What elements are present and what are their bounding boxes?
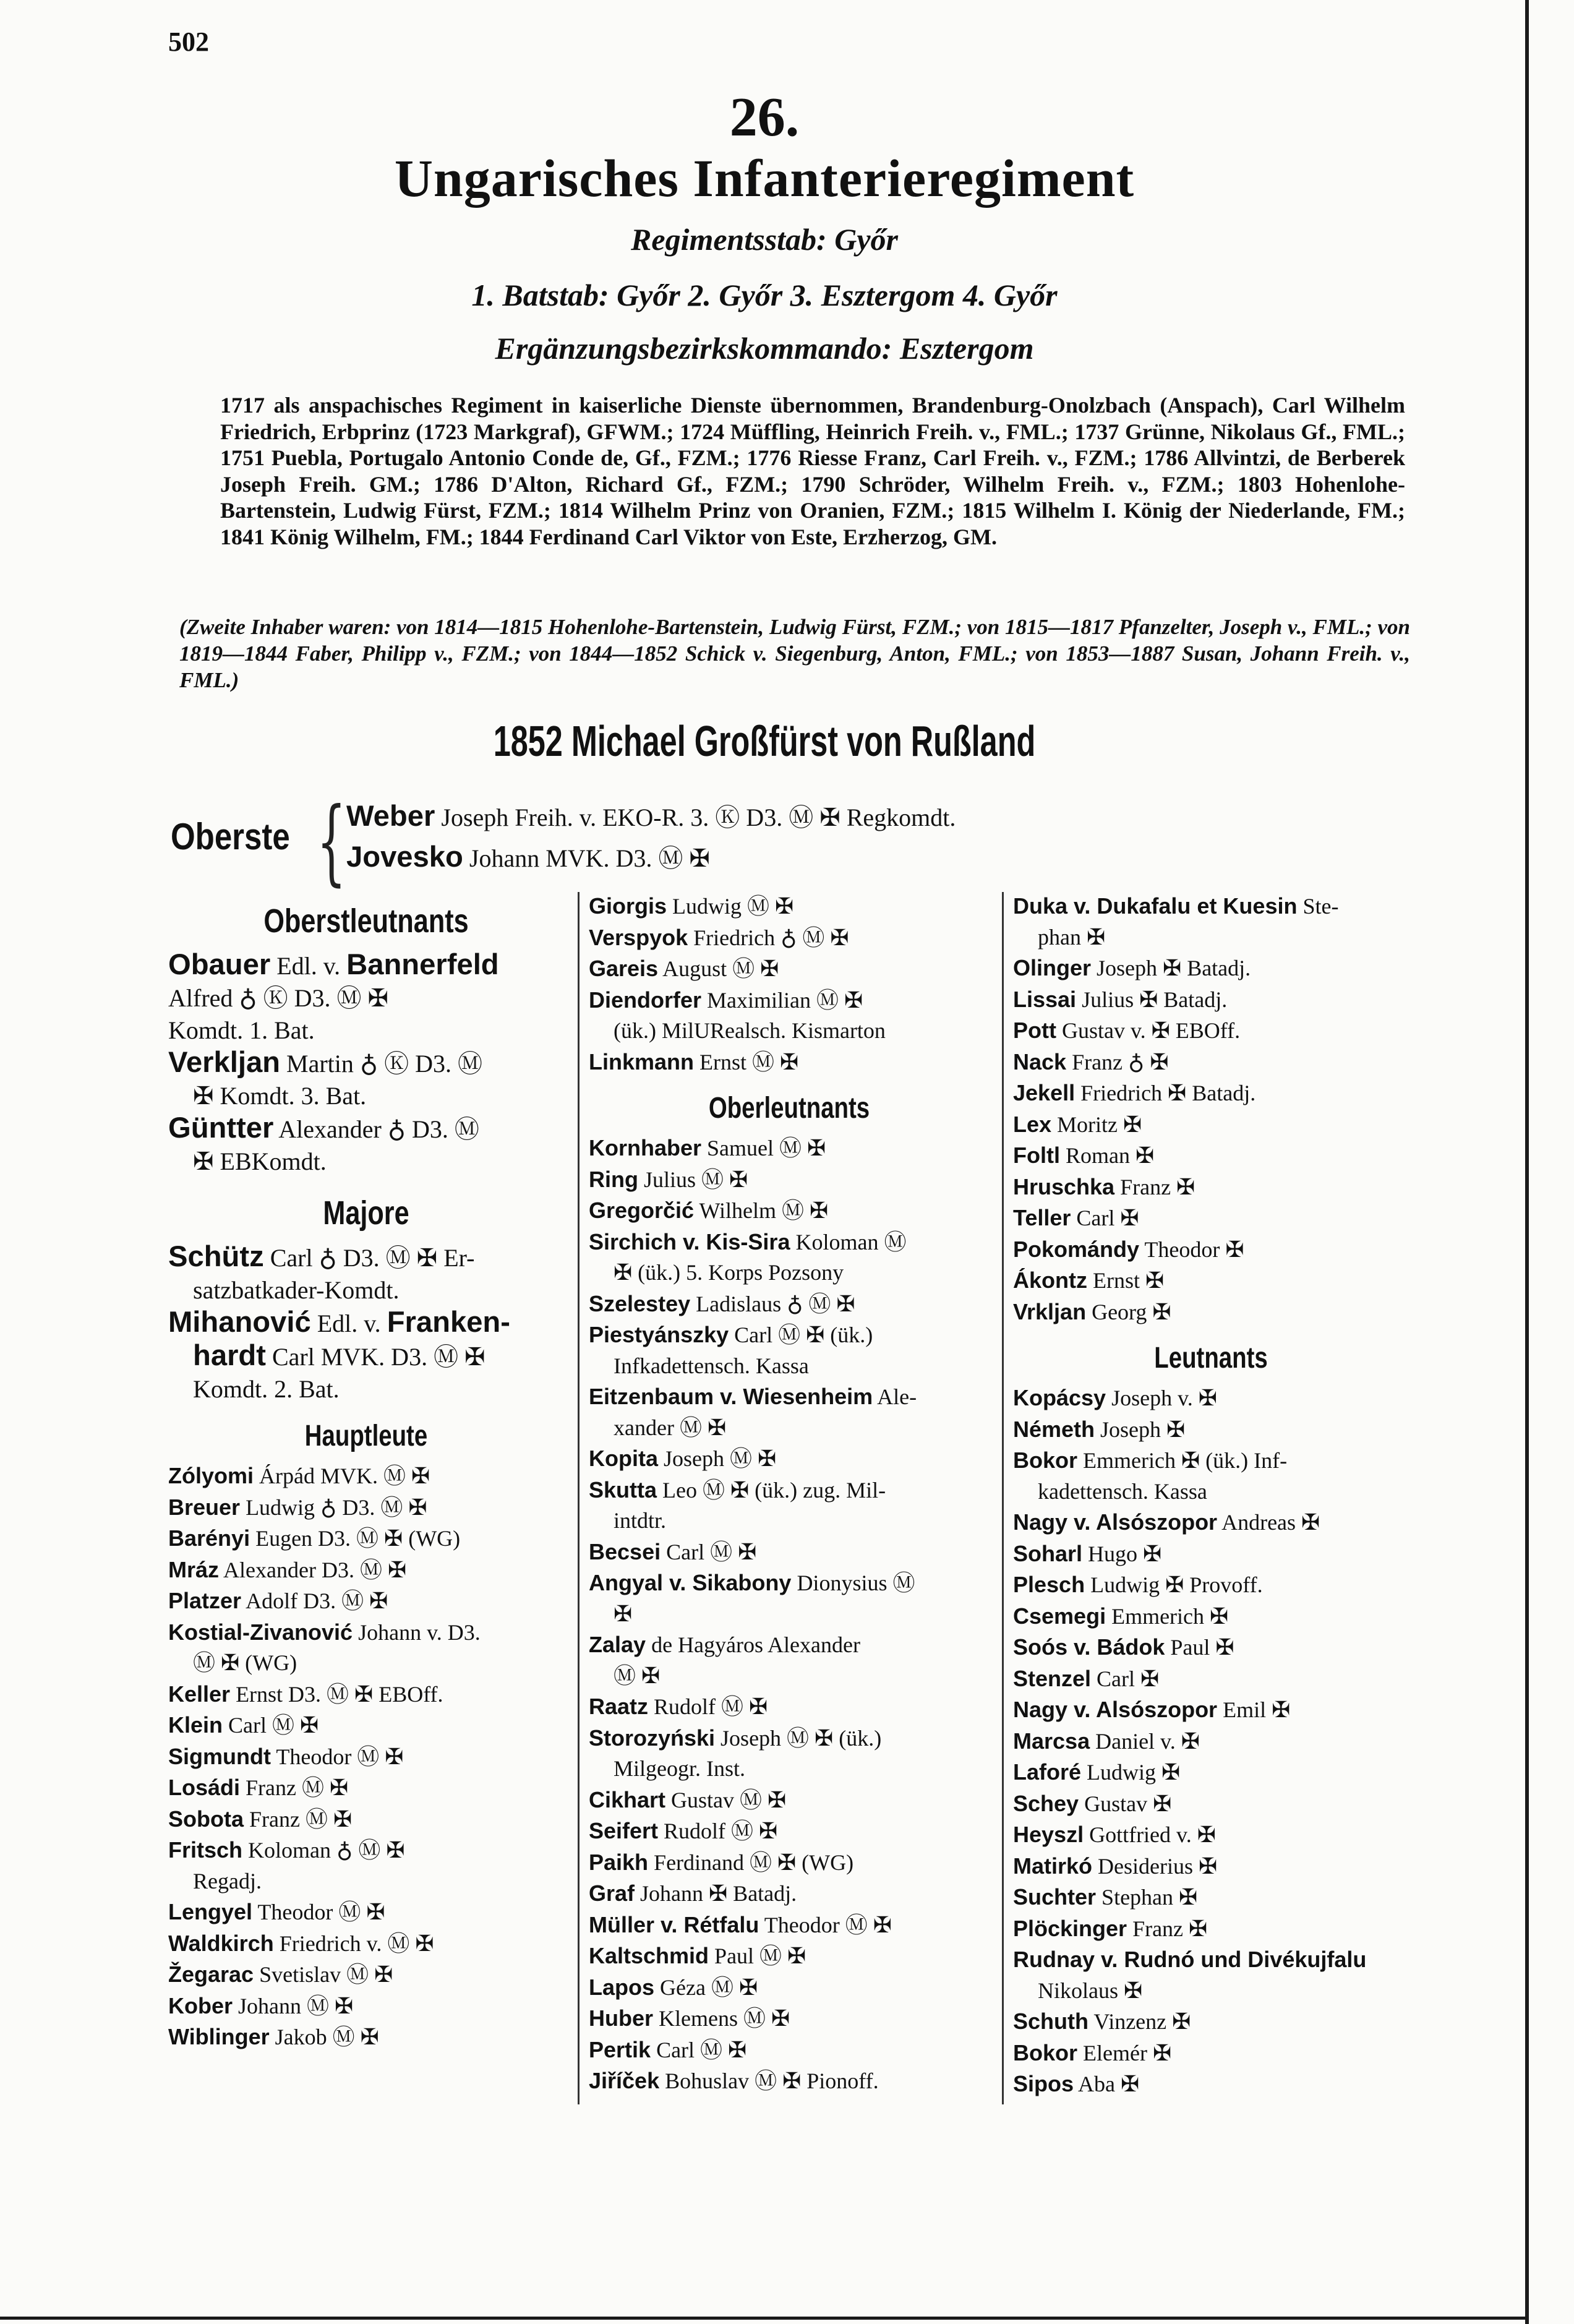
entry-text: Joseph v. ✠ (1111, 1386, 1217, 1410)
list-item: Mihanović Edl. v. Franken- (168, 1306, 510, 1339)
list-item-continuation: Milgeogr. Inst. (614, 1756, 745, 1781)
list-item (1013, 1851, 1409, 1882)
list-item (1013, 1819, 1409, 1851)
entry-name: Ákontz (1013, 1267, 1087, 1293)
entry-text: Moritz ✠ (1057, 1112, 1142, 1137)
owner-1852: 1852 Michael Großfürst von Rußland (493, 717, 1036, 765)
entry-name: Müller v. Rétfalu (589, 1911, 759, 1937)
entry-text: Aba ✠ (1078, 2072, 1140, 2096)
entry-name: Zalay (589, 1632, 646, 1657)
list-item: Obauer Edl. v. Bannerfeld (168, 948, 499, 981)
entry-text: Roman ✠ (1065, 1143, 1155, 1168)
list-item (589, 1972, 990, 2004)
entry-name: Heyszl (1013, 1822, 1084, 1847)
entry-name: Plöckinger (1013, 1915, 1127, 1941)
list-item (589, 1319, 990, 1351)
list-item: Schütz Carl ♁ D3. Ⓜ ✠ Er- (168, 1240, 475, 1273)
list-item (589, 1878, 990, 1910)
list-item-continuation: ✠ EBKomdt. (193, 1147, 327, 1175)
hauptleute-continued-list (589, 891, 990, 1078)
entry-name: Ring (589, 1166, 638, 1192)
list-item-continuation: Ⓜ ✠ (WG) (193, 1650, 297, 1675)
entry-name: Gregorčić (589, 1198, 695, 1223)
entry-name: Olinger (1013, 955, 1092, 980)
entry-text: Julius ✠ Batadj. (1082, 987, 1228, 1012)
entry-text: Theodor ✠ (1144, 1237, 1244, 1262)
entry-name: Nack (1013, 1048, 1067, 1074)
entry-name: Keller (168, 1681, 231, 1707)
entry-text: Emmerich ✠ (1111, 1603, 1229, 1629)
list-item (589, 891, 990, 922)
entry-text: Paul Ⓜ ✠ (714, 1944, 806, 1968)
list-item (1013, 1663, 1409, 1695)
entry-name: Jekell (1013, 1080, 1076, 1105)
entry-name: Skutta (589, 1477, 657, 1503)
entry-name: Breuer (168, 1494, 241, 1520)
regiment-number: 26. (729, 87, 800, 148)
entry-text: Koloman Ⓜ (795, 1229, 907, 1254)
entry-text: Eugen D3. Ⓜ ✠ (WG) (255, 1526, 461, 1551)
entry-name: Lapos (589, 1974, 655, 2000)
entry-name: Hruschka (1013, 1173, 1115, 1199)
list-item (1013, 1015, 1409, 1047)
entry-name: Sirchich v. Kis-Sira (589, 1228, 790, 1254)
entry-name: Pertik (589, 2036, 651, 2062)
list-item-continuation: ✠ (ük.) 5. Korps Pozsony (614, 1260, 844, 1285)
list-item-continuation: Infkadettensch. Kassa (614, 1353, 809, 1378)
list-item (589, 922, 990, 954)
regiment-history: 1717 als anspachisches Regiment in kaiserliche Dienste übernommen, Brandenburg-Onolzbach (Anspach), Carl Wilhelm Friedrich, Erbprinz (1723 Markgraf), GFWM.; 1724 Müffling, Heinrich Freih. v., FML.; 1737 Grünne, Nikolaus Gf., FML.; 1751 Puebla, Portugalo Antonio Conde de, Gf., FZM.; 1776 Riesse Franz, Carl Freih. v., FZM.; 1786 Allvintzi, de Berberek Joseph Freih. GM.; 1786 D'Alton, Richard Gf., FZM.; 1790 Schröder, Wilhelm Freih. v., FZM.; 1803 Hohenlohe-Bartenstein, Ludwig Fürst, FZM.; 1814 Wilhelm Prinz von Oranien, FZM.; 1815 Wilhelm I. König der Niederlande, FM.; 1841 König Wilhelm, FM.; 1844 Ferdinand Carl Viktor von Este, Erzherzog, GM. (220, 393, 1405, 549)
entry-text: Friedrich ♁ Ⓜ ✠ (693, 925, 849, 950)
list-item (589, 1816, 990, 1847)
list-item (589, 1847, 990, 1879)
entry-name: Giorgis (589, 893, 667, 919)
entry-text: Géza Ⓜ ✠ (660, 1975, 758, 2000)
entry-name: Waldkirch (168, 1930, 274, 1956)
list-item-continuation: xander Ⓜ ✠ (614, 1415, 727, 1440)
list-item (589, 1629, 990, 1661)
entry-name: Jiříček (589, 2068, 660, 2093)
column-1 (168, 891, 564, 2053)
entry-name: Verspyok (589, 924, 688, 950)
list-item (168, 1523, 564, 1554)
list-item (1013, 1234, 1409, 1266)
entry-name: Storozyński (589, 1725, 716, 1751)
entry-text: de Hagyáros Alexander (651, 1632, 860, 1657)
list-item-continuation: (ük.) MilURealsch. Kismarton (614, 1018, 886, 1043)
entry-name: Vrkljan (1013, 1298, 1087, 1324)
oberleutnants-list (589, 1133, 990, 2097)
list-item (1013, 2069, 1409, 2100)
section-title: Leutnants (1154, 1342, 1268, 1374)
entry-text: Svetislav Ⓜ ✠ (259, 1962, 393, 1987)
entry-text: Georg ✠ (1092, 1299, 1171, 1324)
list-item-continuation: hardt Carl MVK. D3. Ⓜ ✠ (193, 1339, 485, 1372)
list-item (589, 1723, 990, 1754)
list-item (1013, 984, 1409, 1016)
entry-text: Johann v. D3. (358, 1619, 481, 1645)
entry-text: Carl Ⓜ ✠ (228, 1713, 319, 1738)
list-item-continuation: Komdt. 2. Bat. (193, 1375, 340, 1403)
entry-text: Carl Ⓜ ✠ (656, 2037, 747, 2062)
entry-text: Stephan ✠ (1101, 1885, 1198, 1910)
list-item (589, 1227, 990, 1258)
entry-text: Gustav v. ✠ EBOff. (1061, 1018, 1241, 1043)
entry-text: Samuel Ⓜ ✠ (707, 1136, 826, 1160)
list-item (168, 1959, 564, 1991)
list-item (589, 1537, 990, 1568)
entry-text: Joseph ✠ Batadj. (1097, 956, 1251, 980)
entry-name: Huber (589, 2005, 654, 2031)
list-item (168, 1991, 564, 2022)
list-item (168, 1928, 564, 1960)
list-item (168, 1804, 564, 1835)
entry-name: Kornhaber (589, 1135, 702, 1160)
section-title: Majore (323, 1194, 409, 1232)
entry-text: Carl Ⓜ ✠ (666, 1539, 757, 1564)
list-item-continuation: satzbatkader-Komdt. (193, 1276, 400, 1304)
list-item (1013, 1383, 1409, 1414)
entry-text: Vinzenz ✠ (1093, 2009, 1191, 2034)
regiment-title: Ungarisches Infanterieregiment (394, 148, 1135, 208)
entry-name: Teller (1013, 1205, 1071, 1230)
list-item (589, 1443, 990, 1475)
list-item (589, 1910, 990, 1941)
entry-name: Mráz (168, 1556, 220, 1582)
entry-text: Wilhelm Ⓜ ✠ (699, 1198, 829, 1223)
entry-name: Raatz (589, 1694, 649, 1719)
list-item (168, 1460, 564, 1492)
entry-name: Kostial-Zivanović (168, 1619, 353, 1645)
oberst-entry: Jovesko Johann MVK. D3. Ⓜ ✠ (346, 841, 710, 873)
entry-text: Alexander D3. Ⓜ ✠ (223, 1557, 407, 1582)
batstab-line: 1. Batstab: Győr 2. Győr 3. Esztergom 4. Győr (471, 278, 1058, 312)
entry-text: Gustav ✠ (1084, 1791, 1172, 1816)
list-item (1013, 1882, 1409, 1913)
entry-name: Csemegi (1013, 1603, 1106, 1629)
entry-text: Ladislaus ♁ Ⓜ ✠ (696, 1291, 855, 1316)
entry-name: Cikhart (589, 1786, 666, 1812)
entry-text: Franz ✠ (1132, 1916, 1208, 1941)
list-item: Güntter Alexander ♁ D3. Ⓜ (168, 1112, 479, 1144)
list-item (1013, 953, 1409, 984)
list-item-continuation: Nikolaus ✠ (1038, 1978, 1143, 2003)
entry-name: Soós v. Bádok (1013, 1634, 1165, 1660)
list-item (1013, 1445, 1409, 1477)
list-item (589, 1567, 990, 1599)
entry-text: August Ⓜ ✠ (662, 956, 779, 981)
entry-text: Bohuslav Ⓜ ✠ Pionoff. (665, 2069, 879, 2093)
entry-text: Árpád MVK. Ⓜ ✠ (259, 1464, 430, 1488)
entry-name: Sigmundt (168, 1743, 271, 1769)
list-item (168, 1741, 564, 1773)
entry-text: Koloman ♁ Ⓜ ✠ (248, 1838, 405, 1863)
entry-name: Lex (1013, 1111, 1052, 1137)
entry-name: Gareis (589, 956, 659, 981)
list-item (168, 1554, 564, 1586)
entry-name: Becsei (589, 1538, 661, 1564)
entry-name: Pott (1013, 1018, 1056, 1043)
list-item (1013, 1632, 1409, 1663)
list-item (589, 1475, 990, 1506)
entry-name: Rudnay v. Rudnó und Divékujfalu (1013, 1947, 1367, 1972)
entry-name: Wiblinger (168, 2024, 270, 2049)
list-item (1013, 1297, 1409, 1328)
entry-text: Klemens Ⓜ ✠ (659, 2006, 790, 2031)
list-item (1013, 2006, 1409, 2038)
list-item (168, 1710, 564, 1741)
entry-text: Dionysius Ⓜ (797, 1571, 915, 1595)
entry-name: Fritsch (168, 1837, 243, 1863)
list-item (589, 1691, 990, 1723)
entry-text: Rudolf Ⓜ ✠ (664, 1819, 778, 1843)
entry-name: Angyal v. Sikabony (589, 1570, 792, 1595)
list-item (1013, 1944, 1409, 1976)
list-item (589, 1381, 990, 1413)
entry-name: Zólyomi (168, 1463, 254, 1488)
list-item (1013, 1757, 1409, 1788)
entry-name: Suchter (1013, 1884, 1097, 1910)
list-item (1013, 1569, 1409, 1601)
list-item-continuation: ✠ (614, 1601, 633, 1626)
oberste-label: Oberste (171, 816, 290, 857)
entry-name: Žegarac (168, 1962, 254, 1987)
entry-name: Klein (168, 1712, 223, 1738)
list-item (1013, 891, 1409, 922)
list-item (1013, 1172, 1409, 1203)
list-item (1013, 1140, 1409, 1172)
column-rule (1002, 892, 1004, 2104)
oberleutnants-continued-list (1013, 891, 1409, 1327)
list-item-continuation: phan ✠ (1038, 924, 1106, 950)
entry-name: Soharl (1013, 1540, 1083, 1566)
entry-name: Nagy v. Alsószopor (1013, 1697, 1218, 1722)
entry-name: Lissai (1013, 986, 1077, 1012)
entry-text: Jakob Ⓜ ✠ (275, 2025, 379, 2049)
list-item (1013, 1265, 1409, 1297)
list-item-continuation: kadettensch. Kassa (1038, 1478, 1207, 1504)
list-item (589, 1195, 990, 1227)
entry-name: Lengyel (168, 1899, 253, 1924)
page-border-bottom (0, 2317, 1529, 2320)
entry-text: Maximilian Ⓜ ✠ (707, 987, 863, 1013)
entry-text: Ludwig ✠ (1087, 1760, 1181, 1785)
entry-name: Foltl (1013, 1143, 1060, 1168)
list-item-continuation: intdtr. (614, 1508, 667, 1533)
list-item (589, 1047, 990, 1078)
entry-name: Kopita (589, 1446, 658, 1471)
entry-text: Andreas ✠ (1221, 1510, 1320, 1535)
entry-text: Desiderius ✠ (1098, 1853, 1218, 1879)
entry-name: Plesch (1013, 1572, 1085, 1597)
hauptleute-list (168, 1460, 564, 2053)
entry-text: Ludwig ✠ Provoff. (1090, 1572, 1263, 1597)
entry-name: Szelestey (589, 1290, 691, 1316)
entry-text: Ferdinand Ⓜ ✠ (WG) (654, 1850, 854, 1875)
list-item-continuation: Alfred ♁ Ⓚ D3. Ⓜ ✠ (168, 984, 389, 1012)
entry-name: Paikh (589, 1849, 649, 1875)
entry-name: Kaltschmid (589, 1943, 709, 1968)
list-item (589, 1785, 990, 1816)
entry-text: Julius Ⓜ ✠ (643, 1167, 748, 1192)
list-item (589, 985, 990, 1016)
entry-text: Leo Ⓜ ✠ (ük.) zug. Mil- (662, 1477, 886, 1503)
entry-text: Ale- (877, 1384, 917, 1409)
list-item (589, 2003, 990, 2035)
list-item (168, 2022, 564, 2053)
list-item (589, 1288, 990, 1320)
list-item (1013, 1507, 1409, 1538)
entry-name: Marcsa (1013, 1728, 1090, 1754)
entry-name: Diendorfer (589, 987, 702, 1013)
entry-text: Gottfried v. ✠ (1089, 1822, 1216, 1847)
entry-text: Paul ✠ (1170, 1635, 1234, 1660)
list-item (589, 953, 990, 985)
list-item (1013, 2038, 1409, 2069)
list-item (1013, 1601, 1409, 1632)
entry-text: Franz ♁ ✠ (1072, 1049, 1169, 1074)
list-item (1013, 1203, 1409, 1234)
entry-name: Nagy v. Alsószopor (1013, 1509, 1218, 1535)
entry-text: Carl ✠ (1076, 1206, 1139, 1230)
entry-name: Bokor (1013, 1447, 1078, 1473)
entry-text: Hugo ✠ (1088, 1541, 1162, 1566)
entry-text: Theodor Ⓜ ✠ (764, 1912, 892, 1937)
second-owners: (Zweite Inhaber waren: von 1814—1815 Hohenlohe-Bartenstein, Ludwig Fürst, FZM.; von 1815—1817 Pfanzelter, Joseph v., FML.; von 1819—1844 Faber, Philipp v., FZM.; von 1844—1852 Schick v. Siegenburg, Anton, FML.; von 1853—1887 Susan, Johann Freih. v., FML.) (179, 615, 1410, 692)
column-3 (1013, 891, 1409, 2100)
list-item (168, 1679, 564, 1710)
list-item (1013, 1726, 1409, 1757)
list-item (168, 1585, 564, 1617)
entry-name: Stenzel (1013, 1665, 1092, 1691)
list-item (168, 1835, 564, 1866)
list-item (1013, 1109, 1409, 1141)
entry-name: Eitzenbaum v. Wiesenheim (589, 1384, 873, 1409)
entry-name: Sipos (1013, 2071, 1074, 2096)
entry-name: Losádi (168, 1775, 241, 1800)
entry-text: Rudolf Ⓜ ✠ (654, 1694, 768, 1719)
list-item (168, 1772, 564, 1804)
entry-name: Graf (589, 1880, 635, 1906)
list-item (1013, 1913, 1409, 1945)
entry-text: Emil ✠ (1223, 1697, 1291, 1722)
entry-name: Laforé (1013, 1759, 1082, 1785)
list-item (168, 1897, 564, 1928)
entry-text: Daniel v. ✠ (1095, 1728, 1200, 1754)
entry-text: Joseph Ⓜ ✠ (664, 1446, 777, 1471)
entry-name: Pokomándy (1013, 1236, 1140, 1262)
page-number: 502 (168, 27, 209, 57)
entry-text: Gustav Ⓜ ✠ (671, 1787, 787, 1812)
entry-text: Friedrich v. Ⓜ ✠ (279, 1931, 434, 1956)
list-item-continuation: ✠ Komdt. 3. Bat. (193, 1082, 367, 1110)
entry-text: Franz ✠ (1120, 1174, 1195, 1199)
entry-text: Carl ✠ (1097, 1666, 1160, 1691)
column-2 (589, 891, 990, 2097)
list-item (168, 1492, 564, 1524)
entry-text: Adolf D3. Ⓜ ✠ (246, 1589, 388, 1613)
list-item-continuation: Ⓜ ✠ (614, 1663, 661, 1688)
entry-name: Platzer (168, 1588, 242, 1613)
entry-name: Németh (1013, 1416, 1095, 1442)
entry-name: Matirkó (1013, 1853, 1093, 1879)
list-item (589, 2065, 990, 2097)
section-title: Hauptleute (304, 1420, 428, 1452)
entry-text: Johann Ⓜ ✠ (238, 1993, 354, 2018)
entry-text: Theodor Ⓜ ✠ (276, 1744, 404, 1769)
entry-name: Seifert (589, 1818, 659, 1843)
entry-text: Ernst D3. Ⓜ ✠ EBOff. (236, 1681, 443, 1707)
entry-name: Linkmann (589, 1048, 695, 1074)
entry-text: Theodor Ⓜ ✠ (257, 1900, 385, 1924)
section-title: Oberleutnants (708, 1092, 870, 1125)
list-item (1013, 1788, 1409, 1820)
entry-name: Kopácsy (1013, 1385, 1106, 1410)
list-item: Verkljan Martin ♁ Ⓚ D3. Ⓜ (168, 1046, 483, 1079)
entry-text: Franz Ⓜ ✠ (249, 1806, 353, 1832)
entry-name: Piestyánszky (589, 1322, 729, 1347)
entry-text: Johann ✠ Batadj. (640, 1881, 797, 1906)
entry-text: Carl Ⓜ ✠ (ük.) (734, 1323, 873, 1347)
entry-text: Ernst ✠ (1093, 1268, 1165, 1293)
entry-text: Elemér ✠ (1083, 2040, 1172, 2065)
entry-name: Barényi (168, 1525, 250, 1551)
entry-text: Joseph Ⓜ ✠ (ük.) (721, 1725, 882, 1751)
oberst-entry: Weber Joseph Freih. v. EKO-R. 3. Ⓚ D3. Ⓜ ✠ Regkomdt. (346, 800, 956, 833)
entry-name: Schuth (1013, 2009, 1089, 2034)
column-rule (578, 892, 580, 2104)
leutnants-list (1013, 1383, 1409, 2100)
entry-name: Kober (168, 1992, 233, 2018)
entry-name: Bokor (1013, 2039, 1078, 2065)
list-item (589, 1164, 990, 1196)
entry-text: Ste- (1302, 894, 1339, 919)
entry-text: Franz Ⓜ ✠ (246, 1775, 349, 1800)
entry-text: Ernst Ⓜ ✠ (699, 1049, 799, 1074)
entry-text: Ludwig Ⓜ ✠ (672, 894, 794, 919)
list-item (1013, 1078, 1409, 1109)
brace-glyph: { (317, 788, 346, 896)
list-item (168, 1617, 564, 1649)
entry-text: Emmerich ✠ (ük.) Inf- (1083, 1448, 1288, 1473)
list-item (589, 1940, 990, 1972)
list-item-continuation: Komdt. 1. Bat. (168, 1016, 315, 1044)
regimentsstab-line: Regimentsstab: Győr (631, 222, 898, 257)
entry-text: Ludwig ♁ D3. Ⓜ ✠ (246, 1494, 427, 1520)
entry-text: Joseph ✠ (1100, 1417, 1186, 1442)
section-title: Oberstleutnants (263, 903, 469, 940)
entry-name: Schey (1013, 1790, 1079, 1816)
list-item (589, 1133, 990, 1164)
list-item (1013, 1694, 1409, 1726)
list-item (1013, 1538, 1409, 1570)
list-item (1013, 1047, 1409, 1078)
ergaenzung-line: Ergänzungsbezirkskommando: Esztergom (495, 331, 1034, 366)
list-item (1013, 1414, 1409, 1446)
entry-name: Duka v. Dukafalu et Kuesin (1013, 893, 1298, 919)
list-item-continuation: Regadj. (193, 1868, 262, 1893)
list-item (589, 2035, 990, 2066)
entry-text: Friedrich ✠ Batadj. (1080, 1081, 1256, 1105)
entry-name: Sobota (168, 1806, 244, 1832)
